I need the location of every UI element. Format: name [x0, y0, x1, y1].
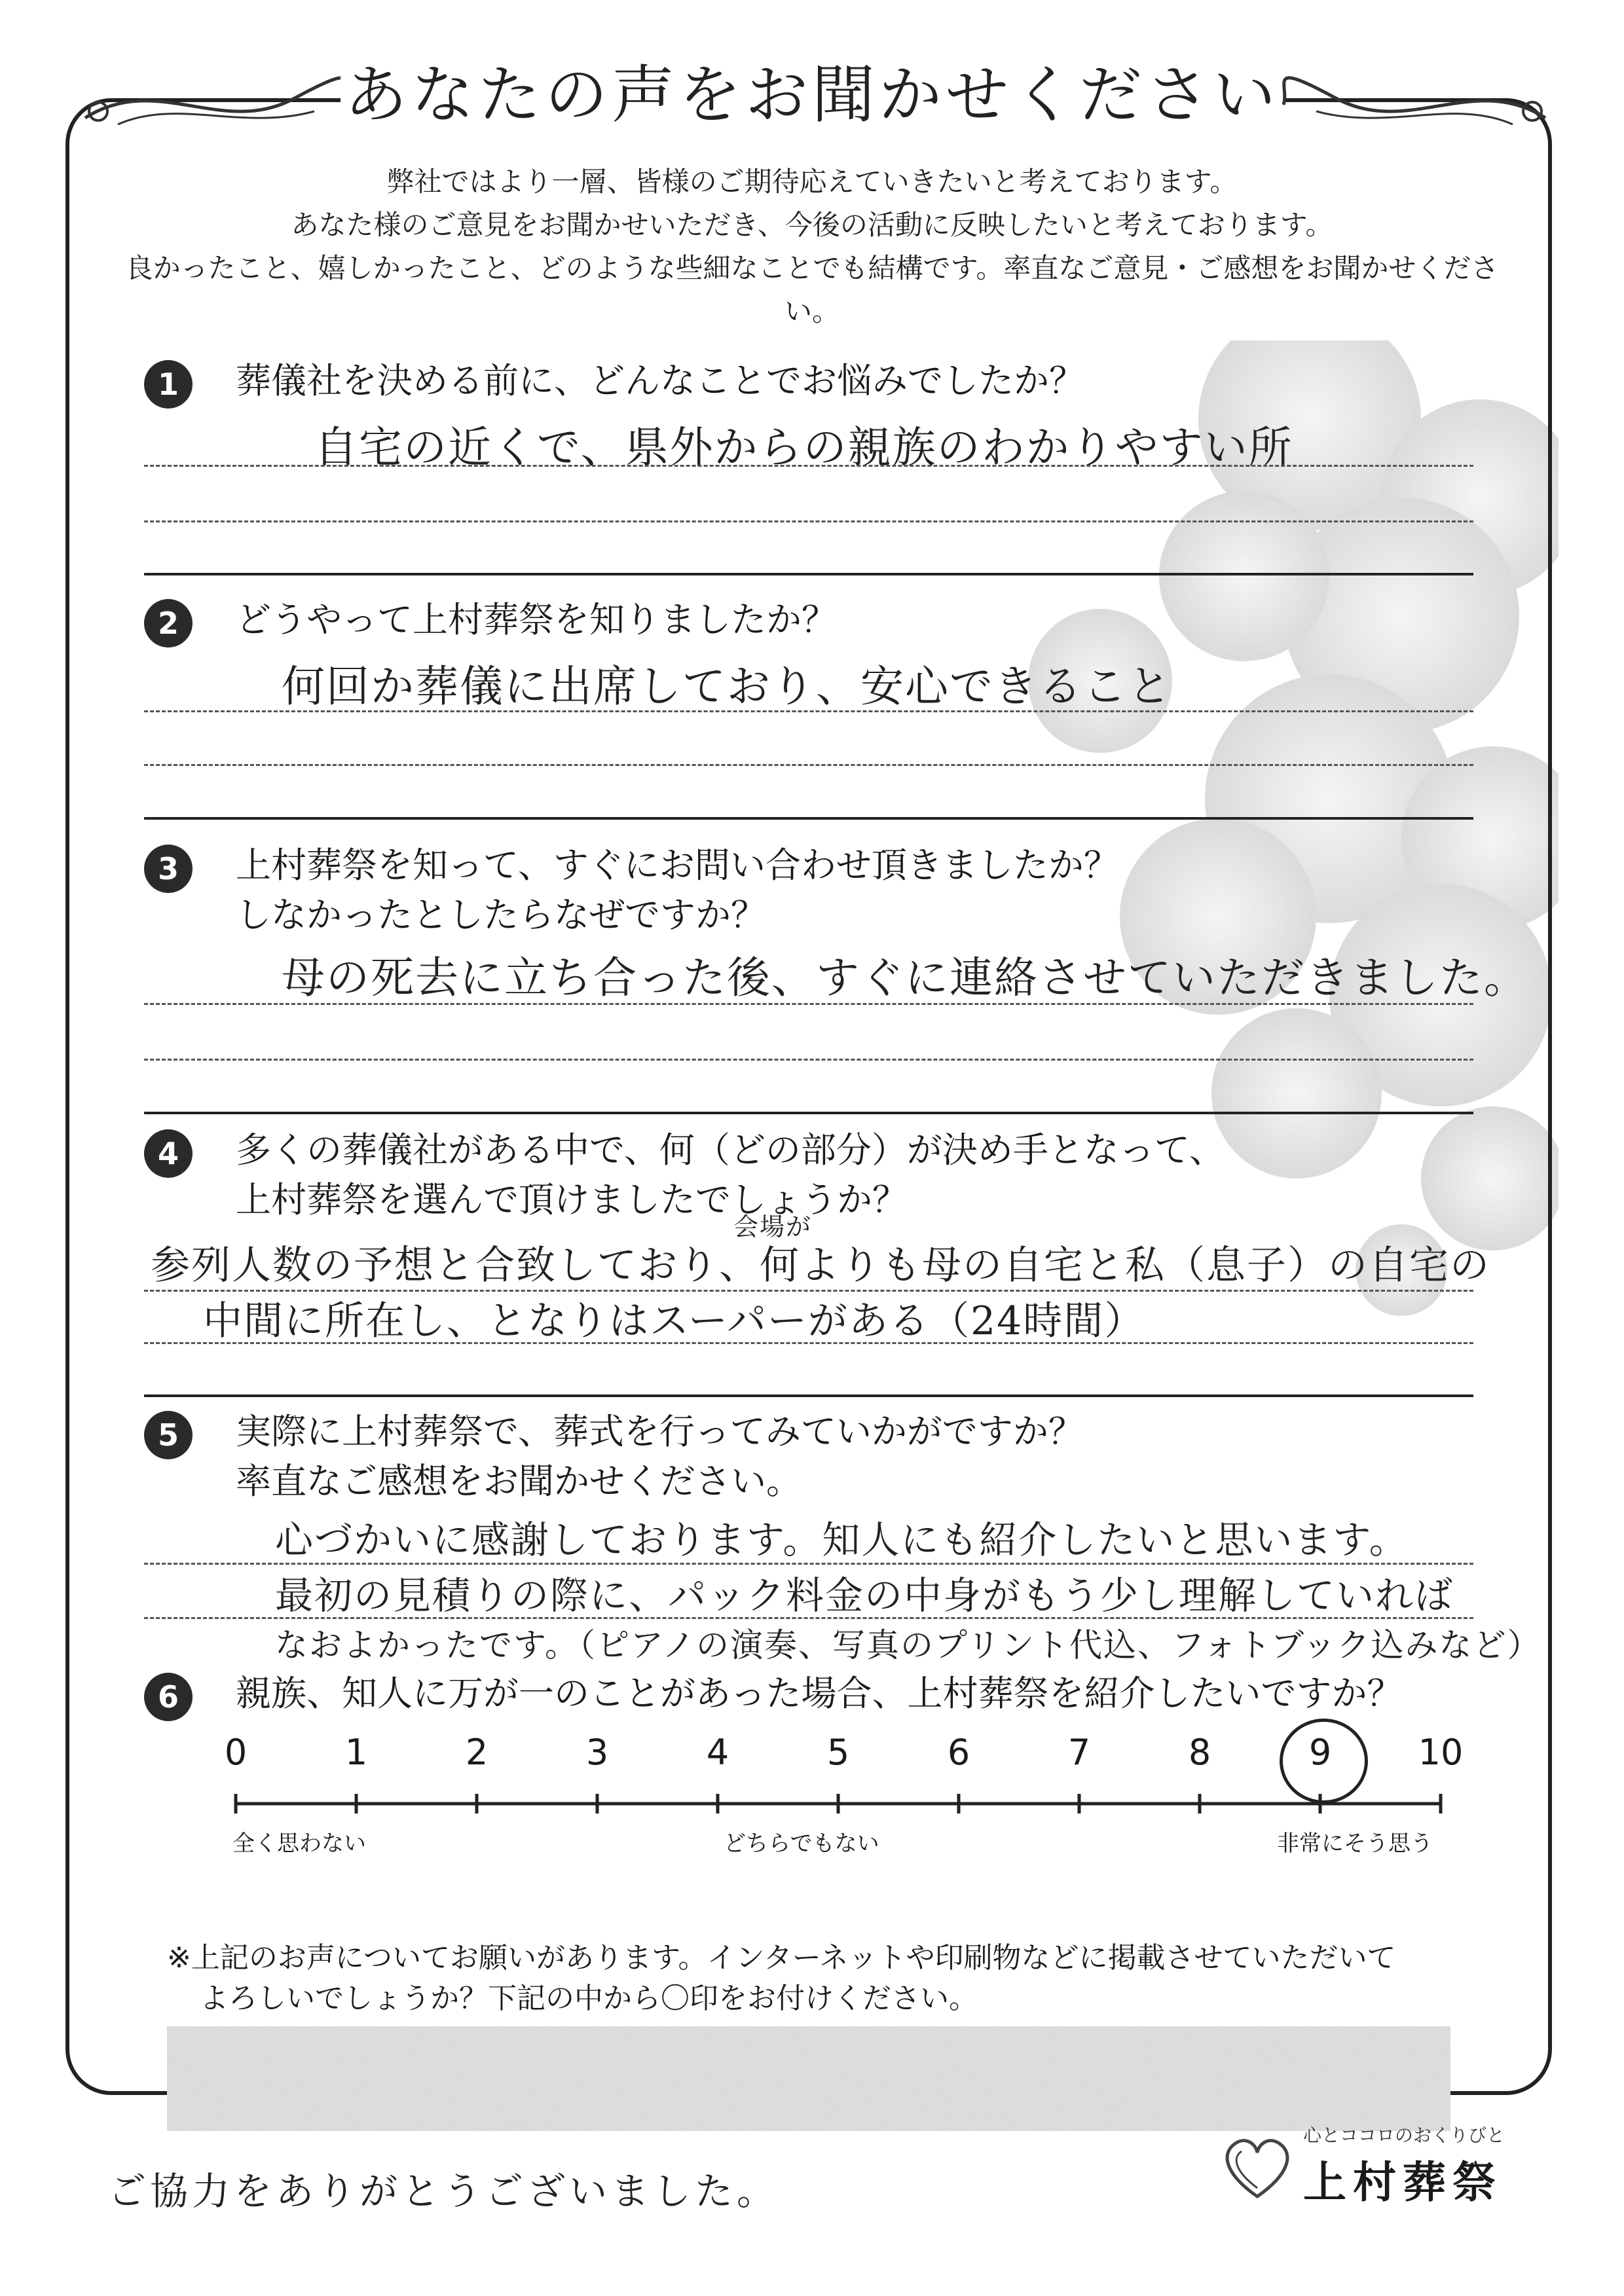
scale-number-0: 0 [224, 1732, 248, 1773]
answer-rule [144, 465, 1473, 467]
answer-line: なおよかったです。（ピアノの演奏、写真のプリント代込、フォトブック込みなど） [275, 1626, 1541, 1664]
question-number: 6 [144, 1673, 193, 1721]
scale-number-10: 10 [1418, 1732, 1464, 1773]
answer-line: 最初の見積りの際に、パック料金の中身がもう少し理解していれば [275, 1573, 1454, 1618]
answer-rule [144, 710, 1473, 712]
scale-number-1: 1 [344, 1732, 368, 1773]
section-divider [144, 1112, 1473, 1114]
question-number: 2 [144, 599, 193, 647]
scale-label-mid: どちらでもない [724, 1831, 879, 1857]
question-number: 1 [144, 360, 193, 409]
answer-line: 何回か葬儀に出席しており、安心できること [282, 661, 1172, 712]
scale-number-7: 7 [1067, 1732, 1091, 1773]
answer-insert-note: 会場が [733, 1212, 813, 1241]
section-divider [144, 573, 1473, 575]
section-divider [144, 1394, 1473, 1397]
note-line: よろしいでしょうか？下記の中から〇印をお付けください。 [200, 1982, 978, 2015]
title-ornament-left [79, 59, 354, 144]
answer-line: 自宅の近くで、県外からの親族のわかりやすい所 [314, 422, 1293, 473]
title-ornament-right [1277, 59, 1552, 144]
thanks-message: ご協力をありがとうございました。 [108, 2169, 779, 2214]
question-line: しなかったとしたらなぜですか？ [236, 894, 766, 936]
scale-number-3: 3 [585, 1732, 609, 1773]
answer-rule [144, 1003, 1473, 1005]
scale-number-4: 4 [706, 1732, 729, 1773]
page-title: あなたの声をお聞かせください [344, 58, 1280, 132]
question-number: 5 [144, 1411, 193, 1459]
company-logo [1218, 2121, 1532, 2206]
question-line: 実際に上村葬祭で、葬式を行ってみていかがですか？ [236, 1411, 1084, 1452]
redacted-area [167, 2026, 1450, 2131]
question-text: どうやって上村葬祭を知りましたか？ [236, 599, 837, 640]
question-line: 多くの葬儀社がある中で、何（どの部分）が決め手となって、 [236, 1129, 1225, 1171]
question-number: 4 [144, 1129, 193, 1178]
answer-line: 母の死去に立ち合った後、すぐに連絡させていただきました。 [282, 953, 1528, 1003]
answer-rule [144, 1290, 1473, 1292]
answer-line: 中間に所在し、となりはスーパーがある（24時間） [203, 1298, 1145, 1344]
answer-line: 参列人数の予想と合致しており、何よりも母の自宅と私（息子）の自宅の [151, 1243, 1490, 1288]
question-line: 上村葬祭を選んで頂けましたでしょうか？ [236, 1179, 908, 1220]
answer-line: 心づかいに感謝しております。知人にも紹介したいと思います。 [275, 1518, 1409, 1562]
scale-number-8: 8 [1188, 1732, 1211, 1773]
scale-number-2: 2 [465, 1732, 489, 1773]
title-area [341, 46, 1283, 144]
question-text [236, 841, 1119, 940]
question-text: 親族、知人に万が一のことがあった場合、上村葬祭を紹介したいですか？ [236, 1673, 1403, 1714]
intro-text [118, 160, 1506, 333]
answer-rule [144, 764, 1473, 766]
answer-rule [144, 1059, 1473, 1061]
question-line: 上村葬祭を知って、すぐにお問い合わせ頂きましたか？ [236, 845, 1119, 886]
permission-note [167, 1938, 1396, 2019]
intro-line: あなた様のご意見をお聞かせいただき、今後の活動に反映したいと考えております。 [291, 209, 1333, 241]
logo-name: 上村葬祭 [1303, 2157, 1502, 2208]
note-line: ※上記のお声についてお願いがあります。インターネットや印刷物などに掲載させていただいて [167, 1941, 1396, 1975]
question-line: 率直なご感想をお聞かせください。 [236, 1461, 802, 1502]
section-divider [144, 817, 1473, 820]
rating-scale-line [223, 1768, 1454, 1827]
selected-rating-circle [1280, 1719, 1368, 1804]
answer-rule [144, 1563, 1473, 1565]
heart-icon [1218, 2128, 1297, 2206]
intro-line: 弊社ではより一層、皆様のご期待応えていきたいと考えております。 [386, 166, 1238, 198]
scale-number-5: 5 [826, 1732, 850, 1773]
scale-label-high: 非常にそう思う [1277, 1831, 1433, 1857]
scale-number-6: 6 [947, 1732, 970, 1773]
question-text: 葬儀社を決める前に、どんなことでお悩みでしたか？ [236, 360, 1084, 401]
question-number: 3 [144, 845, 193, 893]
scale-number-9: 9 [1308, 1732, 1332, 1773]
question-text [236, 1407, 1084, 1506]
scale-label-low: 全く思わない [232, 1831, 366, 1857]
answer-rule [144, 1342, 1473, 1344]
intro-line: 良かったこと、嬉しかったこと、どのような些細なことでも結構です。率直なご意見・ご感想をお聞かせください。 [125, 252, 1499, 327]
answer-rule [144, 1617, 1473, 1619]
logo-tagline: 心とココロのおくりびと [1303, 2124, 1505, 2146]
answer-rule [144, 520, 1473, 522]
